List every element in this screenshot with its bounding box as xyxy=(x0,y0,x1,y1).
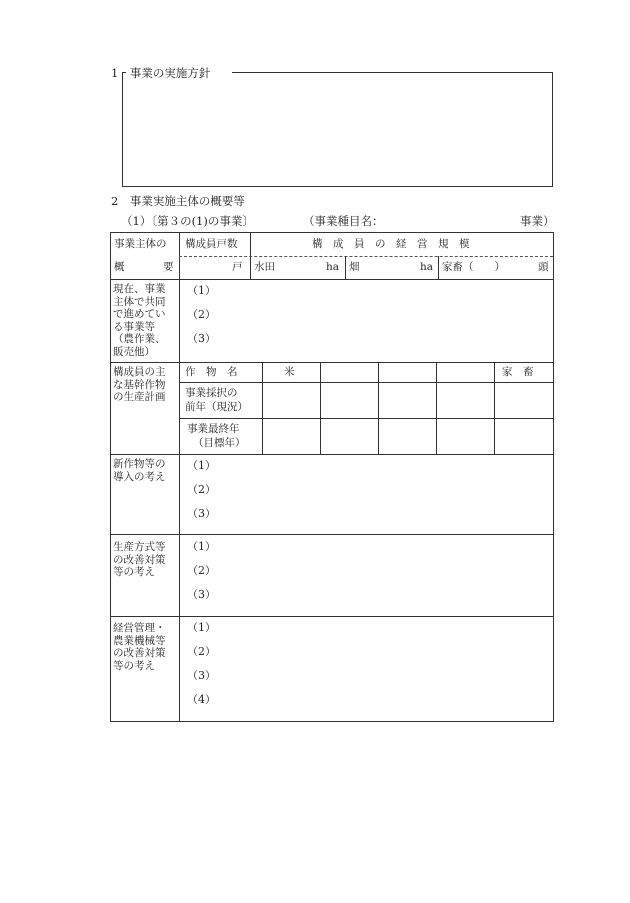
production-item-3: （3） xyxy=(187,588,216,601)
entity-label-2b: 要 xyxy=(163,261,174,273)
section2-subheading: （1）〔第３の(1)の事業〕 xyxy=(121,214,254,228)
crop-plan-label: 構成員の主 な基幹作物 の生産計画 xyxy=(113,366,166,403)
final-year-label-1: 事業最終年 xyxy=(187,423,240,435)
current-joint-label: 現在、事業 主体で共同 で進めてい る事業等 （農作業、 販売他） xyxy=(113,283,166,358)
section1-title: 1 事業の実施方針 xyxy=(111,66,211,80)
current-joint-item-3: （3） xyxy=(187,332,216,345)
section2-title: 2 事業実施主体の概要等 xyxy=(111,194,245,208)
new-crop-item-3: （3） xyxy=(187,507,216,520)
unit-households: 戸 xyxy=(232,261,243,273)
livestock-unit: 頭 xyxy=(538,261,549,273)
new-crop-item-1: （1） xyxy=(187,459,216,472)
livestock-label: 家畜（ ） xyxy=(442,261,505,273)
management-item-2: （2） xyxy=(187,645,216,658)
current-joint-item-1: （1） xyxy=(187,284,216,297)
prev-year-label-2: 前年（現況） xyxy=(185,401,248,413)
field-label: 畑 xyxy=(349,261,360,273)
new-crop-item-2: （2） xyxy=(187,483,216,496)
final-year-label-2: （目標年） xyxy=(193,437,246,449)
production-label: 生産方式等 の改善対策 等の考え xyxy=(113,541,166,578)
project-type-input[interactable] xyxy=(372,212,512,230)
project-type-suffix: 事業） xyxy=(520,214,555,228)
management-item-3: （3） xyxy=(187,669,216,682)
crop-livestock: 家 畜 xyxy=(502,366,534,378)
management-item-1: （1） xyxy=(187,621,216,634)
current-joint-item-2: （2） xyxy=(187,308,216,321)
management-label: 経営管理・ 農業機械等 の改善対策 等の考え xyxy=(113,622,166,672)
project-type-label: （事業種目名： xyxy=(303,214,384,228)
production-item-1: （1） xyxy=(187,540,216,553)
paddy-label: 水田 xyxy=(254,261,275,273)
crop-name-label: 作 物 名 xyxy=(185,366,238,378)
paddy-unit: ha xyxy=(326,261,340,273)
management-scale-label: 構 成 員 の 経 営 規 模 xyxy=(312,238,470,250)
field-unit: ha xyxy=(420,261,434,273)
production-item-2: （2） xyxy=(187,564,216,577)
section1-text-box[interactable] xyxy=(122,72,553,187)
entity-label-2a: 概 xyxy=(114,261,125,273)
prev-year-label-1: 事業採択の xyxy=(185,387,238,399)
entity-label-1: 事業主体の xyxy=(114,238,167,250)
members-count-label: 構成員戸数 xyxy=(185,238,238,250)
management-item-4: （4） xyxy=(187,693,216,706)
crop-rice: 米 xyxy=(284,366,295,378)
new-crop-label: 新作物等の 導入の考え xyxy=(113,458,166,483)
